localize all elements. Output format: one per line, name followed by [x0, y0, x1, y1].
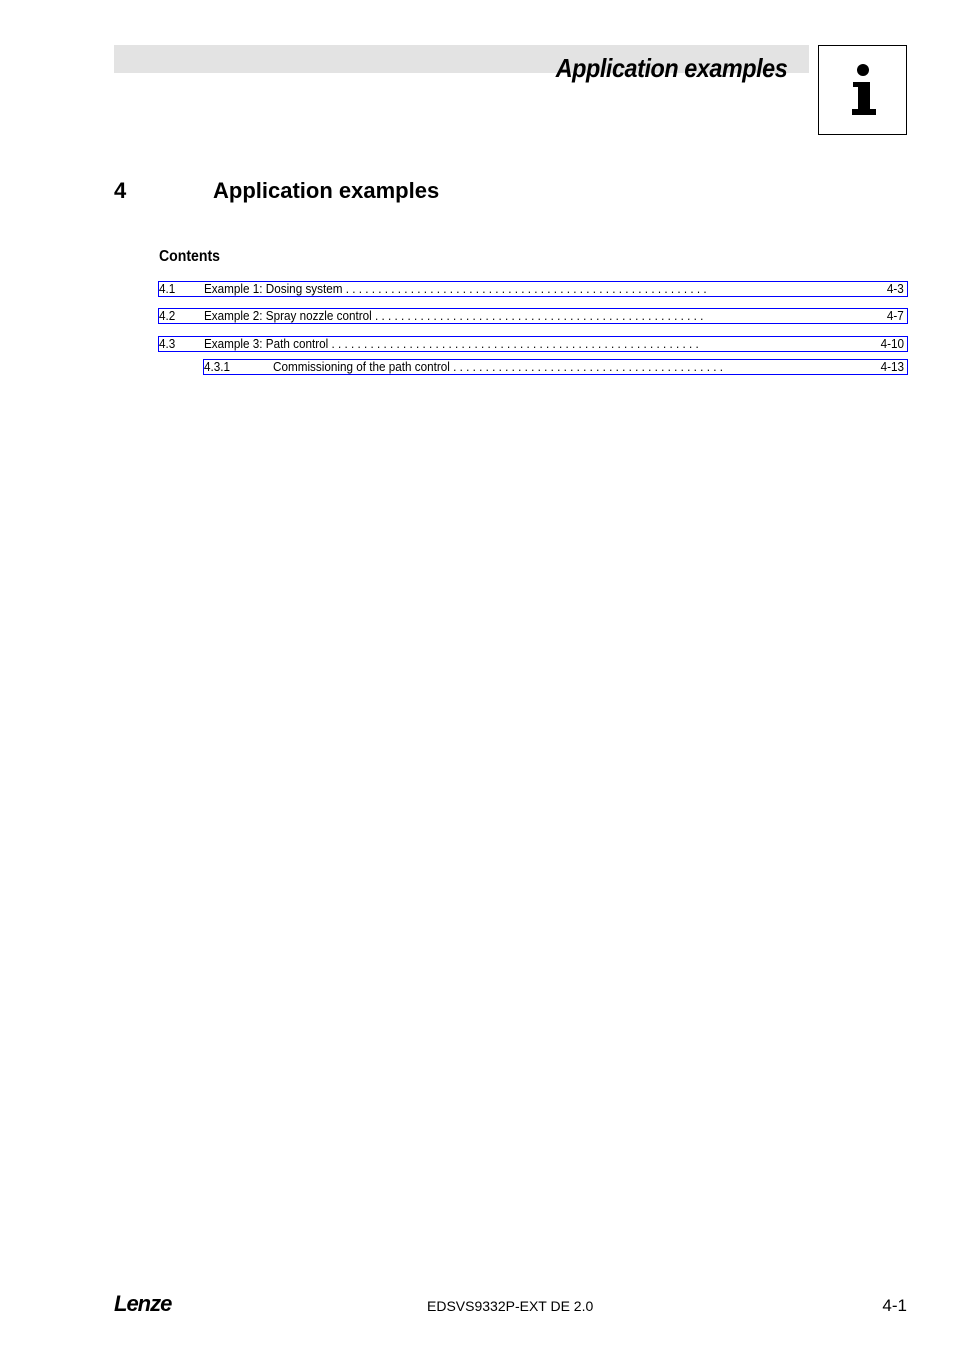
- toc-entry-number: 4.3.1: [204, 359, 231, 374]
- info-icon: [819, 46, 908, 136]
- toc-entry-4-3[interactable]: [158, 336, 908, 352]
- chapter-number: 4: [114, 178, 127, 203]
- info-box: [818, 45, 907, 135]
- chapter-title: Application examples: [213, 178, 440, 203]
- toc-entry-text: Commissioning of the path control . . . . . . . . . . . . . . . . . . . . . . . . . . . . . . . . . . . . . . . . . .: [273, 360, 723, 374]
- toc-entry-4-3-1[interactable]: [203, 359, 908, 375]
- toc-entry-text: Example 3: Path control . . . . . . . . . . . . . . . . . . . . . . . . . . . . . . . . . . . . . . . . . . . . . . . . . . . . . . . . .: [204, 337, 699, 351]
- footer-page-number: 4-1: [882, 1296, 907, 1315]
- toc-entry-page: 4-7: [887, 308, 904, 323]
- toc-entry-number: 4.3: [159, 336, 176, 351]
- toc-entry-text: Example 2: Spray nozzle control . . . . . . . . . . . . . . . . . . . . . . . . . . . . . . . . . . . . . . . . . . . . . . . . . . .: [204, 309, 704, 323]
- toc-entry-page: 4-13: [880, 359, 904, 374]
- toc-entry-text: Example 1: Dosing system . . . . . . . . . . . . . . . . . . . . . . . . . . . . . . . . . . . . . . . . . . . . . . . . . . . . . . . .: [204, 282, 707, 296]
- toc-entry-4-2[interactable]: [158, 308, 908, 324]
- footer-document-id: EDSVS9332P-EXT DE 2.0: [427, 1298, 594, 1314]
- lenze-logo: Lenze: [114, 1291, 172, 1316]
- toc-entry-4-1[interactable]: [158, 281, 908, 297]
- toc-entry-page: 4-10: [880, 336, 904, 351]
- toc-entry-page: 4-3: [887, 281, 904, 296]
- page-header-title: Application examples: [555, 53, 787, 83]
- toc-entry-number: 4.2: [159, 308, 176, 323]
- toc-entry-number: 4.1: [159, 281, 176, 296]
- contents-heading: Contents: [159, 248, 221, 265]
